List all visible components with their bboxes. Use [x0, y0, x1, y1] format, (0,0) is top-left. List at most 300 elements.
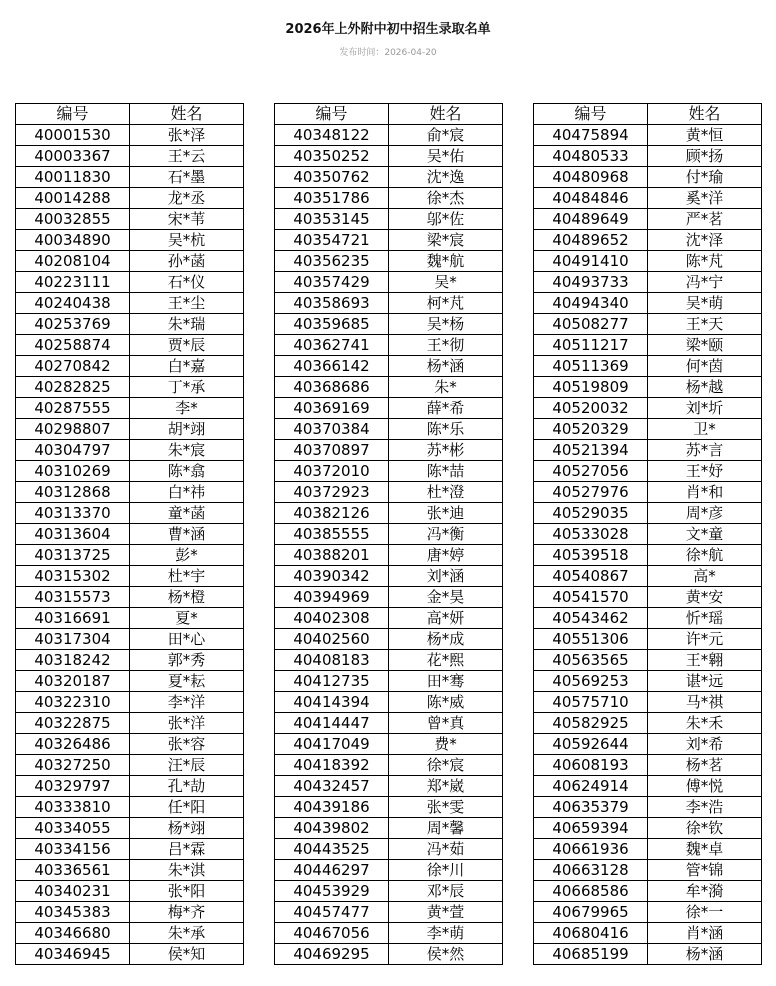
- cell-id: 40685199: [534, 944, 648, 965]
- header-id: 编号: [534, 104, 648, 125]
- cell-name: 吴*佑: [389, 146, 503, 167]
- table-row: [275, 944, 503, 965]
- cell-name: 花*熙: [389, 650, 503, 671]
- cell-id: 40327250: [16, 755, 130, 776]
- cell-name: 徐*航: [648, 545, 762, 566]
- table-row: [16, 797, 244, 818]
- cell-id: 40322310: [16, 692, 130, 713]
- table-row: [275, 545, 503, 566]
- table-row: [534, 230, 762, 251]
- cell-id: 40494340: [534, 293, 648, 314]
- table-row: [16, 629, 244, 650]
- table-row: [16, 713, 244, 734]
- cell-id: 40348122: [275, 125, 389, 146]
- table-row: [275, 671, 503, 692]
- table-row: [534, 419, 762, 440]
- cell-name: 杨*涵: [389, 356, 503, 377]
- cell-id: 40270842: [16, 356, 130, 377]
- cell-name: 杜*宇: [130, 566, 244, 587]
- table-header-row: [16, 104, 244, 125]
- cell-id: 40350252: [275, 146, 389, 167]
- cell-name: 石*仪: [130, 272, 244, 293]
- cell-name: 侯*然: [389, 944, 503, 965]
- table-row: [16, 419, 244, 440]
- cell-id: 40351786: [275, 188, 389, 209]
- cell-id: 40382126: [275, 503, 389, 524]
- cell-id: 40034890: [16, 230, 130, 251]
- cell-name: 白*祎: [130, 482, 244, 503]
- table-row: [16, 335, 244, 356]
- cell-id: 40475894: [534, 125, 648, 146]
- cell-name: 朱*: [389, 377, 503, 398]
- cell-name: 邓*辰: [389, 881, 503, 902]
- table-row: [16, 251, 244, 272]
- cell-name: 孙*菡: [130, 251, 244, 272]
- cell-name: 夏*耘: [130, 671, 244, 692]
- cell-id: 40334156: [16, 839, 130, 860]
- table-row: [534, 398, 762, 419]
- table-row: [534, 293, 762, 314]
- table-row: [16, 839, 244, 860]
- cell-id: 40412735: [275, 671, 389, 692]
- cell-id: 40484846: [534, 188, 648, 209]
- cell-id: 40443525: [275, 839, 389, 860]
- cell-name: 宋*苇: [130, 209, 244, 230]
- cell-name: 龙*丞: [130, 188, 244, 209]
- cell-name: 王*天: [648, 314, 762, 335]
- cell-id: 40304797: [16, 440, 130, 461]
- cell-name: 苏*言: [648, 440, 762, 461]
- cell-name: 朱*禾: [648, 713, 762, 734]
- cell-name: 曹*涵: [130, 524, 244, 545]
- cell-id: 40659394: [534, 818, 648, 839]
- table-header-row: [534, 104, 762, 125]
- table-row: [16, 188, 244, 209]
- cell-id: 40539518: [534, 545, 648, 566]
- cell-id: 40326486: [16, 734, 130, 755]
- cell-id: 40680416: [534, 923, 648, 944]
- cell-id: 40282825: [16, 377, 130, 398]
- table-row: [534, 146, 762, 167]
- cell-name: 梅*齐: [130, 902, 244, 923]
- cell-id: 40208104: [16, 251, 130, 272]
- table-row: [16, 860, 244, 881]
- cell-id: 40592644: [534, 734, 648, 755]
- table-row: [534, 923, 762, 944]
- table-row: [275, 356, 503, 377]
- cell-name: 朱*瑞: [130, 314, 244, 335]
- table-row: [16, 902, 244, 923]
- table-row: [534, 377, 762, 398]
- cell-name: 徐*川: [389, 860, 503, 881]
- table-row: [275, 734, 503, 755]
- table-row: [534, 671, 762, 692]
- table-row: [275, 629, 503, 650]
- table-row: [275, 398, 503, 419]
- table-row: [16, 461, 244, 482]
- cell-name: 梁*颐: [648, 335, 762, 356]
- cell-id: 40663128: [534, 860, 648, 881]
- publish-label: 发布时间：: [339, 48, 385, 58]
- cell-name: 杨*涵: [648, 944, 762, 965]
- cell-id: 40540867: [534, 566, 648, 587]
- table-row: [275, 587, 503, 608]
- cell-name: 卫*: [648, 419, 762, 440]
- table-row: [275, 314, 503, 335]
- cell-id: 40011830: [16, 167, 130, 188]
- table-row: [534, 755, 762, 776]
- header-id: 编号: [16, 104, 130, 125]
- table-row: [16, 293, 244, 314]
- table-row: [534, 545, 762, 566]
- table-row: [275, 440, 503, 461]
- cell-id: 40551306: [534, 629, 648, 650]
- table-row: [16, 566, 244, 587]
- table-row: [275, 125, 503, 146]
- table-row: [16, 692, 244, 713]
- cell-id: 40385555: [275, 524, 389, 545]
- cell-name: 沈*泽: [648, 230, 762, 251]
- cell-name: 朱*宸: [130, 440, 244, 461]
- table-row: [275, 251, 503, 272]
- cell-id: 40414394: [275, 692, 389, 713]
- table-row: [275, 167, 503, 188]
- cell-name: 俞*宸: [389, 125, 503, 146]
- cell-id: 40388201: [275, 545, 389, 566]
- cell-name: 沈*逸: [389, 167, 503, 188]
- table-row: [275, 860, 503, 881]
- cell-name: 黄*萱: [389, 902, 503, 923]
- table-row: [534, 902, 762, 923]
- table-row: [275, 902, 503, 923]
- cell-id: 40353145: [275, 209, 389, 230]
- cell-id: 40529035: [534, 503, 648, 524]
- table-row: [16, 272, 244, 293]
- table-row: [275, 797, 503, 818]
- cell-id: 40520032: [534, 398, 648, 419]
- cell-name: 任*阳: [130, 797, 244, 818]
- cell-id: 40541570: [534, 587, 648, 608]
- cell-id: 40287555: [16, 398, 130, 419]
- table-row: [16, 503, 244, 524]
- cell-name: 田*骞: [389, 671, 503, 692]
- table-row: [534, 587, 762, 608]
- table-row: [534, 440, 762, 461]
- cell-id: 40362741: [275, 335, 389, 356]
- cell-id: 40372923: [275, 482, 389, 503]
- cell-id: 40318242: [16, 650, 130, 671]
- cell-name: 陈*芃: [648, 251, 762, 272]
- cell-name: 唐*婷: [389, 545, 503, 566]
- cell-id: 40414447: [275, 713, 389, 734]
- cell-id: 40258874: [16, 335, 130, 356]
- cell-id: 40003367: [16, 146, 130, 167]
- cell-id: 40480968: [534, 167, 648, 188]
- table-row: [275, 755, 503, 776]
- table-row: [534, 335, 762, 356]
- table-row: [16, 818, 244, 839]
- cell-id: 40543462: [534, 608, 648, 629]
- table-row: [534, 860, 762, 881]
- cell-id: 40032855: [16, 209, 130, 230]
- cell-name: 谌*远: [648, 671, 762, 692]
- table-row: [275, 776, 503, 797]
- cell-id: 40520329: [534, 419, 648, 440]
- cell-name: 吴*萌: [648, 293, 762, 314]
- cell-name: 夏*: [130, 608, 244, 629]
- table-row: [275, 335, 503, 356]
- cell-name: 陈*喆: [389, 461, 503, 482]
- cell-name: 刘*涵: [389, 566, 503, 587]
- cell-id: 40372010: [275, 461, 389, 482]
- table-row: [275, 713, 503, 734]
- cell-id: 40240438: [16, 293, 130, 314]
- cell-name: 杨*越: [648, 377, 762, 398]
- table-row: [275, 482, 503, 503]
- cell-id: 40315302: [16, 566, 130, 587]
- cell-id: 40394969: [275, 587, 389, 608]
- cell-name: 严*茗: [648, 209, 762, 230]
- table-row: [16, 209, 244, 230]
- cell-name: 彭*: [130, 545, 244, 566]
- table-row: [275, 818, 503, 839]
- table-row: [275, 209, 503, 230]
- cell-id: 40333810: [16, 797, 130, 818]
- table-row: [16, 587, 244, 608]
- cell-id: 40679965: [534, 902, 648, 923]
- table-row: [534, 251, 762, 272]
- table-row: [275, 230, 503, 251]
- cell-name: 田*心: [130, 629, 244, 650]
- cell-name: 朱*淇: [130, 860, 244, 881]
- table-row: [534, 209, 762, 230]
- table-row: [534, 188, 762, 209]
- cell-name: 朱*承: [130, 923, 244, 944]
- cell-name: 王*云: [130, 146, 244, 167]
- cell-id: 40533028: [534, 524, 648, 545]
- table-row: [16, 398, 244, 419]
- cell-id: 40457477: [275, 902, 389, 923]
- table-row: [275, 419, 503, 440]
- cell-id: 40469295: [275, 944, 389, 965]
- table-row: [534, 482, 762, 503]
- cell-name: 杨*茗: [648, 755, 762, 776]
- cell-name: 童*菡: [130, 503, 244, 524]
- cell-id: 40635379: [534, 797, 648, 818]
- cell-id: 40370384: [275, 419, 389, 440]
- table-row: [16, 671, 244, 692]
- table-row: [275, 923, 503, 944]
- table-row: [16, 776, 244, 797]
- cell-id: 40359685: [275, 314, 389, 335]
- cell-name: 付*瑜: [648, 167, 762, 188]
- cell-id: 40453929: [275, 881, 389, 902]
- cell-name: 李*萌: [389, 923, 503, 944]
- cell-id: 40317304: [16, 629, 130, 650]
- table-row: [534, 629, 762, 650]
- page-title: 2026年上外附中初中招生录取名单: [285, 22, 491, 37]
- table-row: [16, 440, 244, 461]
- table-row: [16, 314, 244, 335]
- cell-name: 周*彦: [648, 503, 762, 524]
- cell-name: 李*: [130, 398, 244, 419]
- cell-name: 李*浩: [648, 797, 762, 818]
- cell-name: 胡*翊: [130, 419, 244, 440]
- table-row: [275, 566, 503, 587]
- table-row: [534, 734, 762, 755]
- cell-id: 40313725: [16, 545, 130, 566]
- cell-name: 侯*知: [130, 944, 244, 965]
- cell-name: 梁*宸: [389, 230, 503, 251]
- cell-name: 马*祺: [648, 692, 762, 713]
- table-row: [534, 944, 762, 965]
- table-row: [534, 713, 762, 734]
- cell-name: 柯*芃: [389, 293, 503, 314]
- table-row: [534, 776, 762, 797]
- table-row: [275, 377, 503, 398]
- cell-id: 40519809: [534, 377, 648, 398]
- cell-name: 牟*漪: [648, 881, 762, 902]
- cell-id: 40354721: [275, 230, 389, 251]
- cell-id: 40350762: [275, 167, 389, 188]
- cell-name: 汪*辰: [130, 755, 244, 776]
- cell-id: 40345383: [16, 902, 130, 923]
- table-row: [16, 377, 244, 398]
- cell-name: 陈*翕: [130, 461, 244, 482]
- cell-name: 何*茵: [648, 356, 762, 377]
- cell-name: 冯*衡: [389, 524, 503, 545]
- table-row: [275, 293, 503, 314]
- cell-name: 郑*崴: [389, 776, 503, 797]
- cell-name: 魏*卓: [648, 839, 762, 860]
- publish-date: 2026-04-20: [384, 48, 437, 58]
- cell-id: 40432457: [275, 776, 389, 797]
- header-id: 编号: [275, 104, 389, 125]
- table-row: [16, 482, 244, 503]
- admission-table-1: [15, 103, 244, 965]
- cell-name: 徐*一: [648, 902, 762, 923]
- cell-id: 40402308: [275, 608, 389, 629]
- cell-name: 张*容: [130, 734, 244, 755]
- table-row: [534, 503, 762, 524]
- cell-id: 40329797: [16, 776, 130, 797]
- cell-name: 陈*乐: [389, 419, 503, 440]
- cell-name: 薛*希: [389, 398, 503, 419]
- cell-id: 40315573: [16, 587, 130, 608]
- cell-id: 40336561: [16, 860, 130, 881]
- cell-id: 40001530: [16, 125, 130, 146]
- cell-name: 张*迪: [389, 503, 503, 524]
- cell-id: 40489652: [534, 230, 648, 251]
- table-row: [16, 356, 244, 377]
- cell-name: 周*馨: [389, 818, 503, 839]
- cell-name: 邬*佐: [389, 209, 503, 230]
- cell-name: 张*洋: [130, 713, 244, 734]
- cell-id: 40521394: [534, 440, 648, 461]
- cell-id: 40346680: [16, 923, 130, 944]
- cell-name: 许*元: [648, 629, 762, 650]
- admission-table-2: [274, 103, 503, 965]
- cell-name: 黄*恒: [648, 125, 762, 146]
- cell-name: 杨*橙: [130, 587, 244, 608]
- table-row: [534, 524, 762, 545]
- cell-name: 金*昊: [389, 587, 503, 608]
- table-row: [16, 650, 244, 671]
- cell-id: 40357429: [275, 272, 389, 293]
- cell-id: 40366142: [275, 356, 389, 377]
- cell-id: 40313604: [16, 524, 130, 545]
- cell-name: 王*彻: [389, 335, 503, 356]
- cell-id: 40491410: [534, 251, 648, 272]
- cell-name: 黄*安: [648, 587, 762, 608]
- cell-id: 40402560: [275, 629, 389, 650]
- table-row: [534, 839, 762, 860]
- cell-id: 40527056: [534, 461, 648, 482]
- cell-id: 40014288: [16, 188, 130, 209]
- cell-name: 王*翱: [648, 650, 762, 671]
- cell-name: 孔*劼: [130, 776, 244, 797]
- cell-name: 杨*翊: [130, 818, 244, 839]
- table-row: [275, 881, 503, 902]
- table-row: [16, 146, 244, 167]
- cell-name: 高*: [648, 566, 762, 587]
- cell-name: 高*妍: [389, 608, 503, 629]
- publish-info: [0, 45, 776, 58]
- cell-name: 文*童: [648, 524, 762, 545]
- table-row: [16, 608, 244, 629]
- table-row: [275, 650, 503, 671]
- cell-name: 徐*杰: [389, 188, 503, 209]
- cell-id: 40439802: [275, 818, 389, 839]
- header-name: 姓名: [389, 104, 503, 125]
- table-row: [534, 881, 762, 902]
- cell-id: 40493733: [534, 272, 648, 293]
- cell-name: 肖*和: [648, 482, 762, 503]
- cell-name: 张*雯: [389, 797, 503, 818]
- cell-name: 魏*航: [389, 251, 503, 272]
- table-row: [275, 839, 503, 860]
- cell-name: 王*尘: [130, 293, 244, 314]
- table-row: [534, 692, 762, 713]
- cell-id: 40310269: [16, 461, 130, 482]
- table-row: [534, 356, 762, 377]
- header-name: 姓名: [648, 104, 762, 125]
- cell-id: 40340231: [16, 881, 130, 902]
- cell-id: 40527976: [534, 482, 648, 503]
- cell-id: 40511369: [534, 356, 648, 377]
- cell-name: 吴*杨: [389, 314, 503, 335]
- cell-id: 40408183: [275, 650, 389, 671]
- table-row: [275, 503, 503, 524]
- cell-name: 杨*成: [389, 629, 503, 650]
- cell-name: 冯*宁: [648, 272, 762, 293]
- table-row: [534, 818, 762, 839]
- cell-name: 张*阳: [130, 881, 244, 902]
- cell-name: 吕*霖: [130, 839, 244, 860]
- cell-id: 40356235: [275, 251, 389, 272]
- cell-name: 苏*彬: [389, 440, 503, 461]
- header-name: 姓名: [130, 104, 244, 125]
- table-row: [534, 125, 762, 146]
- table-row: [534, 461, 762, 482]
- cell-id: 40223111: [16, 272, 130, 293]
- cell-name: 郭*秀: [130, 650, 244, 671]
- cell-name: 徐*钦: [648, 818, 762, 839]
- table-row: [16, 923, 244, 944]
- cell-id: 40569253: [534, 671, 648, 692]
- table-row: [534, 314, 762, 335]
- cell-id: 40439186: [275, 797, 389, 818]
